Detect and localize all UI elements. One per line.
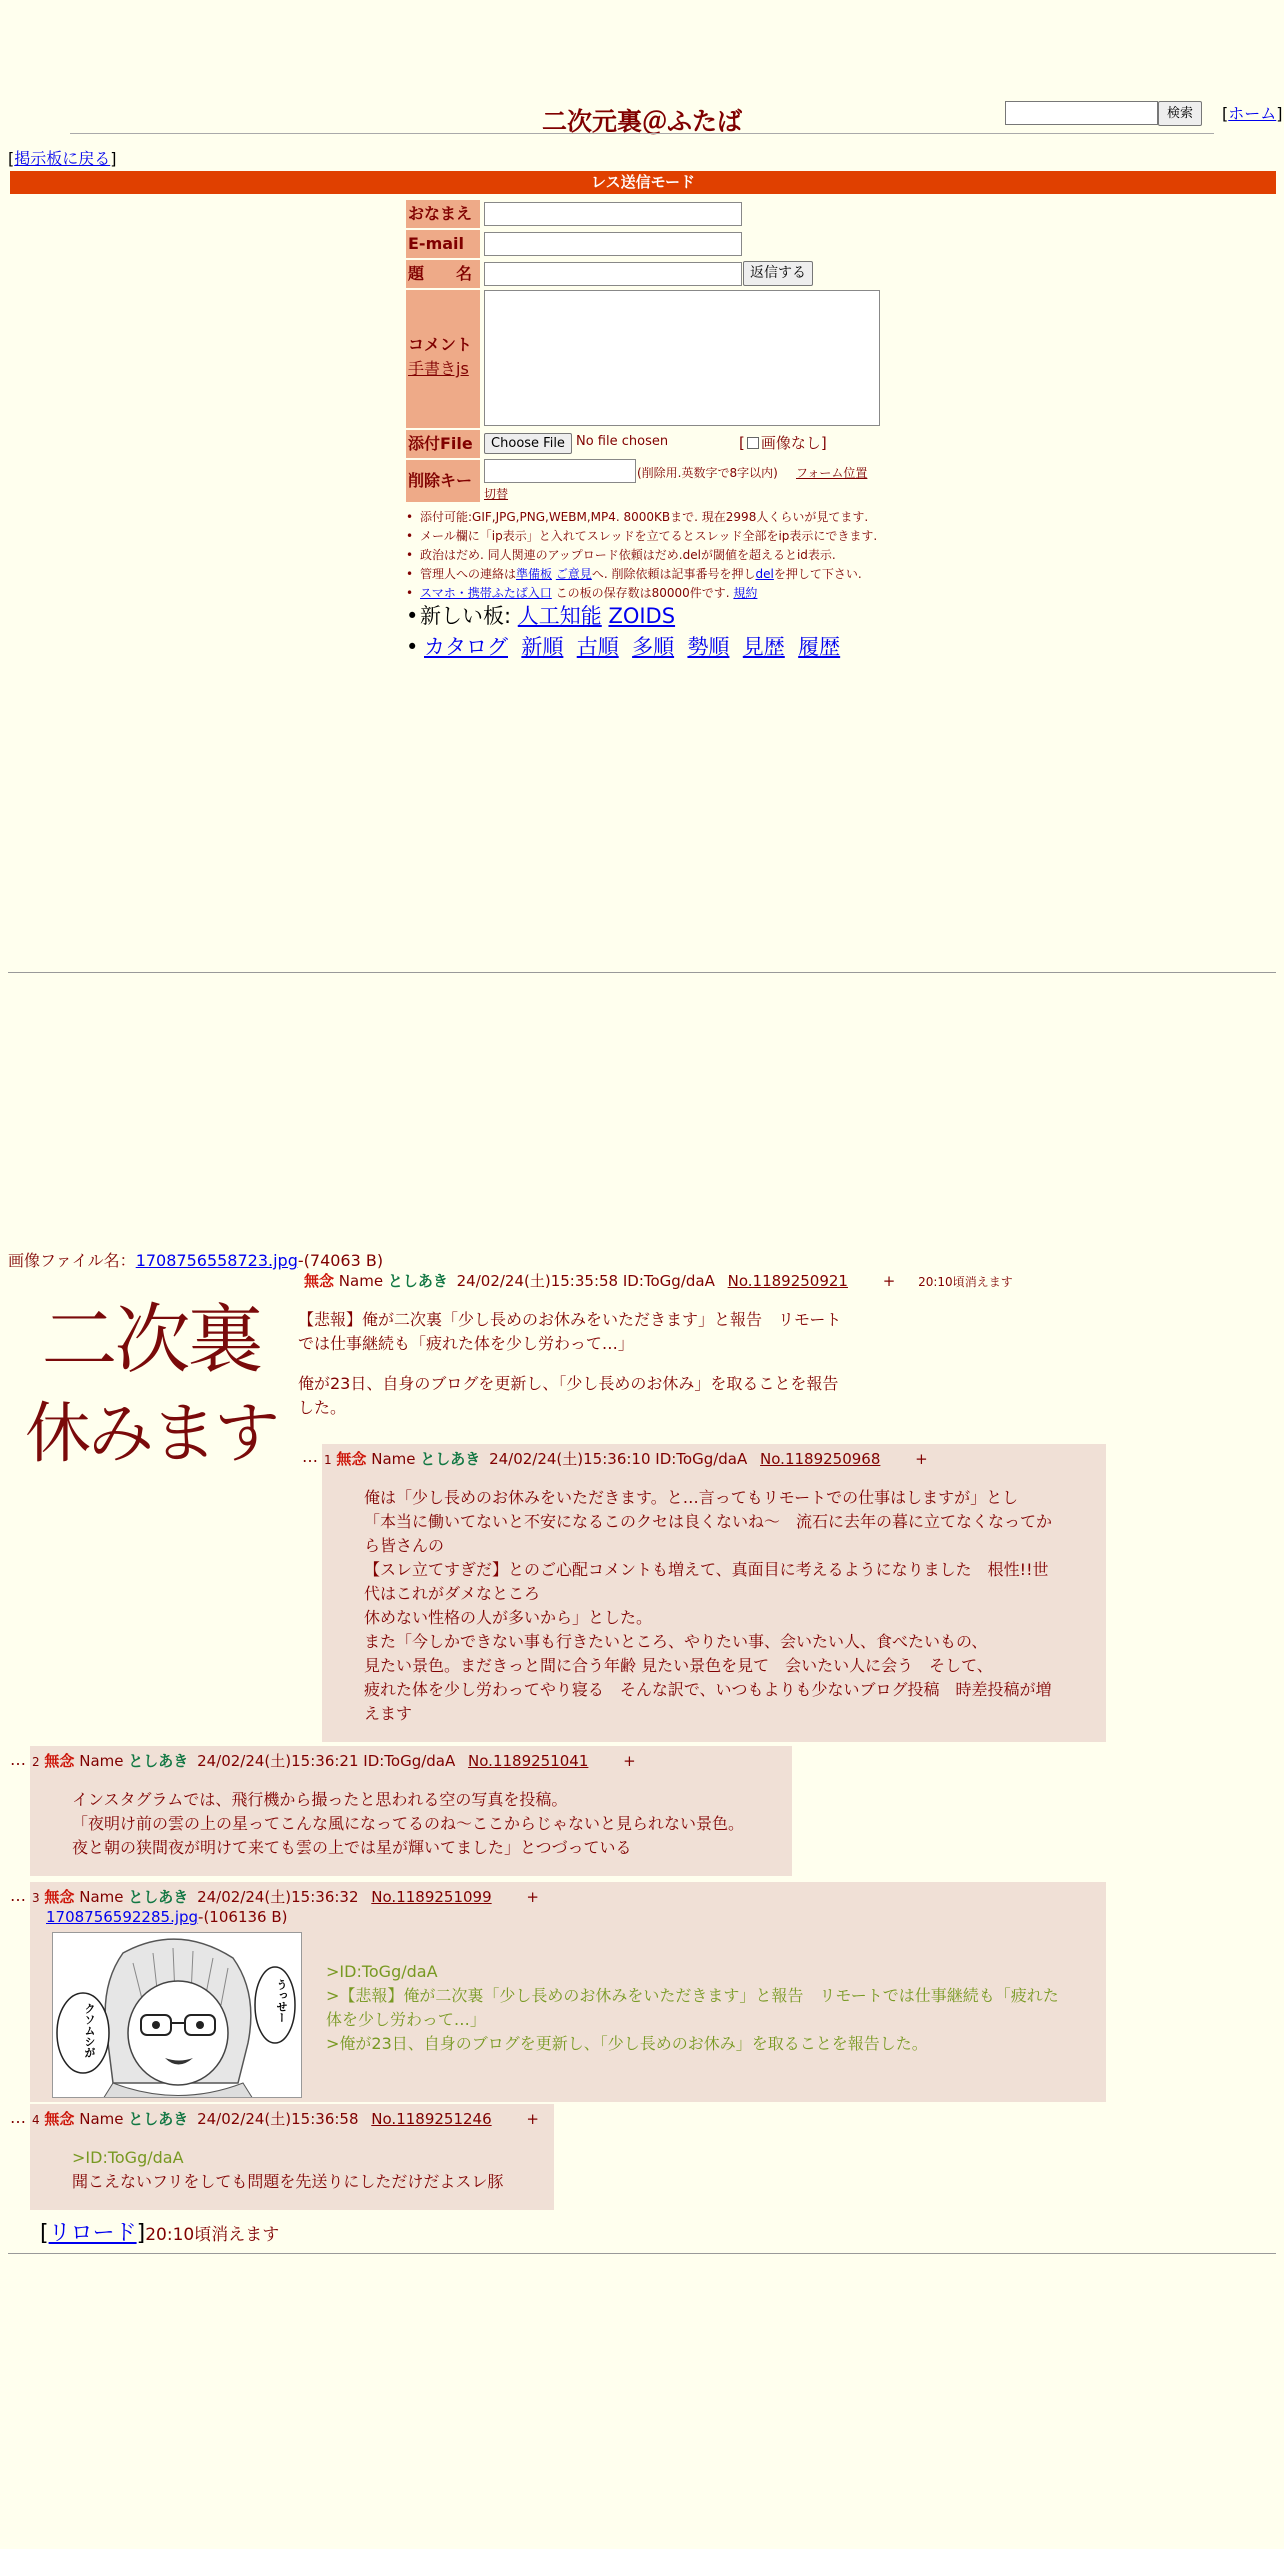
nav-links-item [420, 635, 900, 659]
board-title: 二次元裏＠ふたば [541, 107, 742, 136]
poster-name: としあき [128, 1752, 189, 1770]
footer-divider [8, 2253, 1276, 2254]
note-text: 管理人への連絡は [420, 567, 517, 581]
board-link-ai[interactable]: 人工知能 [517, 604, 602, 628]
sod-button[interactable]: + [526, 1888, 539, 1906]
home-link[interactable]: ホーム [1228, 104, 1277, 123]
delete-key-input[interactable] [484, 459, 636, 483]
reply-file-info [46, 1908, 287, 1926]
reply-body [72, 2146, 542, 2194]
note-text: この板の保存数は80000件です. [551, 586, 730, 600]
poster-name: としあき [128, 1888, 189, 1906]
back-to-board-link[interactable]: 掲示板に戻る [14, 149, 111, 168]
bracket-open: [ [40, 2221, 49, 2246]
reply-image[interactable] [52, 1932, 302, 2098]
note-item: • 政治はだめ. 同人関連のアップロード依頼はだめ.delが閾値を超えるとid表示. [420, 546, 900, 565]
poster-name: としあき [387, 1272, 448, 1290]
op-image[interactable] [20, 1290, 282, 1490]
form-position-link[interactable]: フォーム位置 [796, 466, 868, 480]
poster-name: としあき [128, 2110, 189, 2128]
email-label: E-mail [406, 230, 480, 258]
new-boards-label: 新しい板: [420, 604, 512, 628]
name-label: Name [371, 1450, 416, 1468]
comment-label: コメント [408, 335, 473, 354]
sort-many-link[interactable]: 多順 [632, 635, 675, 659]
reply-line: インスタグラムでは、飛行機から撮ったと思われる空の写真を投稿。 [72, 1790, 568, 1809]
reply-line: 夜と朝の狭間夜が明けて来ても雲の上では星が輝いてました」とつづっている [72, 1838, 632, 1857]
reply-line: 見たい景色。まだきっと間に合う年齢 見たい景色を見て 会いたい人に会う そして、 [364, 1656, 993, 1675]
reply-marker: … [10, 2108, 26, 2127]
history-link[interactable]: 履歴 [798, 635, 841, 659]
file-size: -(106136 B) [198, 1908, 288, 1926]
name-label: Name [338, 1272, 384, 1290]
mobile-entry-link[interactable]: スマホ・携帯ふたば入口 [420, 586, 552, 600]
note-item [420, 584, 900, 603]
note-text: を押して下さい. [773, 567, 862, 581]
new-boards-item [420, 604, 900, 628]
op-file-link[interactable]: 1708756558723.jpg [135, 1251, 298, 1270]
reply-index: 4 [32, 2113, 40, 2127]
reload-link[interactable]: リロード [48, 2221, 137, 2246]
post-number-link[interactable]: No.1189251246 [371, 2110, 492, 2128]
name-label: Name [79, 1888, 124, 1906]
reload-bar [40, 2216, 279, 2247]
expire-text: 20:10頃消えます [145, 2225, 280, 2245]
reply-index: 1 [324, 1453, 332, 1467]
comment-textarea[interactable] [484, 290, 880, 426]
quote-line: >【悲報】俺が二次裏「少し長めのお休みをいただきます」と報告 リモートでは仕事継続も「疲れた [326, 1986, 1059, 2005]
note-text: へ. 削除依頼は記事番号を押し [591, 567, 756, 581]
poster-name: としあき [420, 1450, 481, 1468]
reply-line: 聞こえないフリをしても問題を先送りにしただけだよスレ豚 [72, 2172, 504, 2191]
post-number-link[interactable]: No.1189251041 [468, 1752, 589, 1770]
reply-index: 3 [32, 1891, 40, 1905]
sort-momentum-link[interactable]: 勢順 [687, 635, 730, 659]
note-item: • 添付可能:GIF,JPG,PNG,WEBM,MP4. 8000KBまで. 現在2998人くらいが見てます. [420, 508, 900, 527]
quote-line: 体を少し労わって…」 [326, 2010, 486, 2029]
comment-label-cell [406, 290, 480, 428]
prep-board-link[interactable]: 準備板 [516, 567, 553, 581]
board-notes [420, 508, 900, 657]
search-input[interactable] [1005, 101, 1158, 125]
bracket-open: [ [1222, 104, 1229, 123]
choose-file-button[interactable]: Choose File [484, 433, 572, 454]
sod-button[interactable]: + [915, 1450, 928, 1468]
reply-4 [30, 2104, 554, 2210]
note-item [420, 565, 900, 584]
note-item: • メール欄に「ip表示」と入れてスレッドを立てるとスレッド全部をip表示にできます. [420, 527, 900, 546]
reply-mode-bar: レス送信モード [10, 171, 1276, 194]
reply-file-link[interactable]: 1708756592285.jpg [46, 1908, 199, 1926]
sort-new-link[interactable]: 新順 [521, 635, 564, 659]
sod-button[interactable]: + [882, 1272, 896, 1290]
post-subject: 無念 [304, 1272, 335, 1290]
toggle-link[interactable]: 切替 [484, 487, 509, 501]
post-subject: 無念 [336, 1450, 367, 1468]
post-number-link[interactable]: No.1189250921 [727, 1272, 848, 1290]
feedback-link[interactable]: ご意見 [555, 567, 592, 581]
reply-header [324, 1448, 928, 1469]
reply-index: 2 [32, 1755, 40, 1769]
subject-label: 題 名 [406, 260, 480, 288]
reply-header [32, 1886, 539, 1907]
post-datetime: 24/02/24(土)15:35:58 ID:ToGg/daA [456, 1272, 715, 1290]
home-nav [1222, 101, 1283, 124]
reply-header [32, 2108, 539, 2129]
post-datetime: 24/02/24(土)15:36:58 [197, 2110, 359, 2128]
reply-body [72, 1788, 782, 1860]
name-input[interactable] [484, 202, 742, 226]
no-image-option [739, 432, 827, 453]
reply-line: 【スレ立てすぎだ】とのご心配コメントも増えて、真面目に考えるようになりました 根性!!世 [364, 1560, 1049, 1579]
no-file-text: No file chosen [576, 434, 669, 449]
op-body-line: した。 [298, 1398, 347, 1417]
bracket-close: ] [136, 2221, 146, 2246]
op-image-text-1: 二次裏 [41, 1295, 261, 1384]
reply-marker: … [302, 1447, 318, 1466]
name-label: Name [79, 1752, 124, 1770]
bracket-close: ] [1276, 104, 1283, 123]
file-label: 画像ファイル名： [8, 1251, 136, 1270]
divider [8, 972, 1276, 973]
email-input[interactable] [484, 232, 742, 256]
back-nav [8, 146, 117, 169]
bracket-close: ] [110, 149, 117, 168]
reply-line: ら皆さんの [364, 1536, 445, 1555]
handwriting-link[interactable]: 手書きjs [408, 359, 469, 378]
bracket-open: [ [739, 434, 745, 452]
reply-marker: … [10, 1886, 26, 1905]
speech-bubble-right: うっせー [275, 1979, 288, 2023]
op-file-info [8, 1248, 383, 1271]
post-number-link[interactable]: No.1189250968 [760, 1450, 881, 1468]
sort-old-link[interactable]: 古順 [576, 635, 619, 659]
sod-button[interactable]: + [526, 2110, 539, 2128]
reply-line: 「本当に働いてないと不安になるこのクセは良くないね〜 流石に去年の暮に立てなくなってか [364, 1512, 1053, 1531]
reply-line: えます [364, 1704, 413, 1723]
file-size: -(74063 B) [297, 1251, 384, 1270]
reply-line: 「夜明け前の雲の上の星ってこんな風になってるのね〜ここからじゃないと見られない景色。 [72, 1814, 745, 1833]
reply-header [32, 1750, 636, 1771]
op-body-line: では仕事継続も「疲れた体を少し労わって…」 [298, 1334, 634, 1353]
post-subject: 無念 [44, 1888, 75, 1906]
op-body-line: 【悲報】俺が二次裏「少し長めのお休みをいただきます」と報告 リモート [298, 1310, 842, 1329]
quote-line: >俺が23日、自身のブログを更新し、「少し長めのお休み」を取ることを報告した。 [326, 2034, 928, 2053]
header-divider [70, 133, 1214, 135]
delete-key-label: 削除キー [406, 460, 480, 502]
post-number-link[interactable]: No.1189251099 [371, 1888, 492, 1906]
reply-body [364, 1486, 1084, 1726]
reply-line: 代はこれがダメなところ [364, 1584, 541, 1603]
post-datetime: 24/02/24(土)15:36:21 ID:ToGg/daA [197, 1752, 456, 1770]
reply-marker: … [10, 1750, 26, 1769]
quote-line: >ID:ToGg/daA [72, 2148, 184, 2167]
op-body-line: 俺が23日、自身のブログを更新し、「少し長めのお休み」を取ることを報告 [298, 1374, 839, 1393]
sod-button[interactable]: + [623, 1752, 636, 1770]
reply-line: 俺は「少し長めのお休みをいただきます。と…言ってもリモートでの仕事はしますが」とし [364, 1488, 1019, 1507]
delete-key-note: (削除用.英数字で8字以内) [637, 466, 778, 480]
post-datetime: 24/02/24(土)15:36:10 ID:ToGg/daA [489, 1450, 748, 1468]
reply-line: 休めない性格の人が多いから」とした。 [364, 1608, 653, 1627]
name-label: おなまえ [406, 200, 480, 228]
post-subject: 無念 [44, 2110, 75, 2128]
subject-input[interactable] [484, 262, 742, 286]
catalog-link[interactable]: カタログ [424, 635, 508, 659]
terms-link[interactable]: 規約 [733, 586, 758, 600]
bracket-open: [ [8, 149, 15, 168]
op-body [298, 1308, 858, 1420]
reply-3 [30, 1882, 1106, 2102]
reply-2 [30, 1746, 792, 1876]
reply-line: 疲れた体を少し労わってやり寝る そんな訳で、いつもよりも少ないブログ投稿 時差投稿が増 [364, 1680, 1052, 1699]
reply-line: また「今しかできない事も行きたいところ、やりたい事、会いたい人、食べたいもの、 [364, 1632, 988, 1651]
search-button[interactable]: 検索 [1158, 101, 1202, 126]
post-datetime: 24/02/24(土)15:36:32 [197, 1888, 359, 1906]
submit-reply-button[interactable]: 返信する [743, 261, 813, 286]
speech-bubble-left: クソムシが [83, 2003, 96, 2058]
file-label: 添付File [406, 430, 480, 458]
op-header [304, 1270, 1013, 1291]
reply-body [326, 1960, 1096, 2056]
name-label: Name [79, 2110, 124, 2128]
bracket-close: ] [820, 434, 827, 452]
del-link[interactable]: del [755, 567, 774, 581]
op-image-text-2: 休みます [25, 1395, 277, 1472]
reply-1 [322, 1444, 1106, 1742]
no-image-checkbox[interactable] [747, 437, 759, 449]
expire-text: 20:10頃消えます [918, 1275, 1013, 1289]
board-link-zoids[interactable]: ZOIDS [608, 604, 676, 628]
post-subject: 無念 [44, 1752, 75, 1770]
view-history-link[interactable]: 見歴 [742, 635, 785, 659]
quote-line: >ID:ToGg/daA [326, 1962, 438, 1981]
no-image-label: 画像なし [760, 434, 821, 452]
